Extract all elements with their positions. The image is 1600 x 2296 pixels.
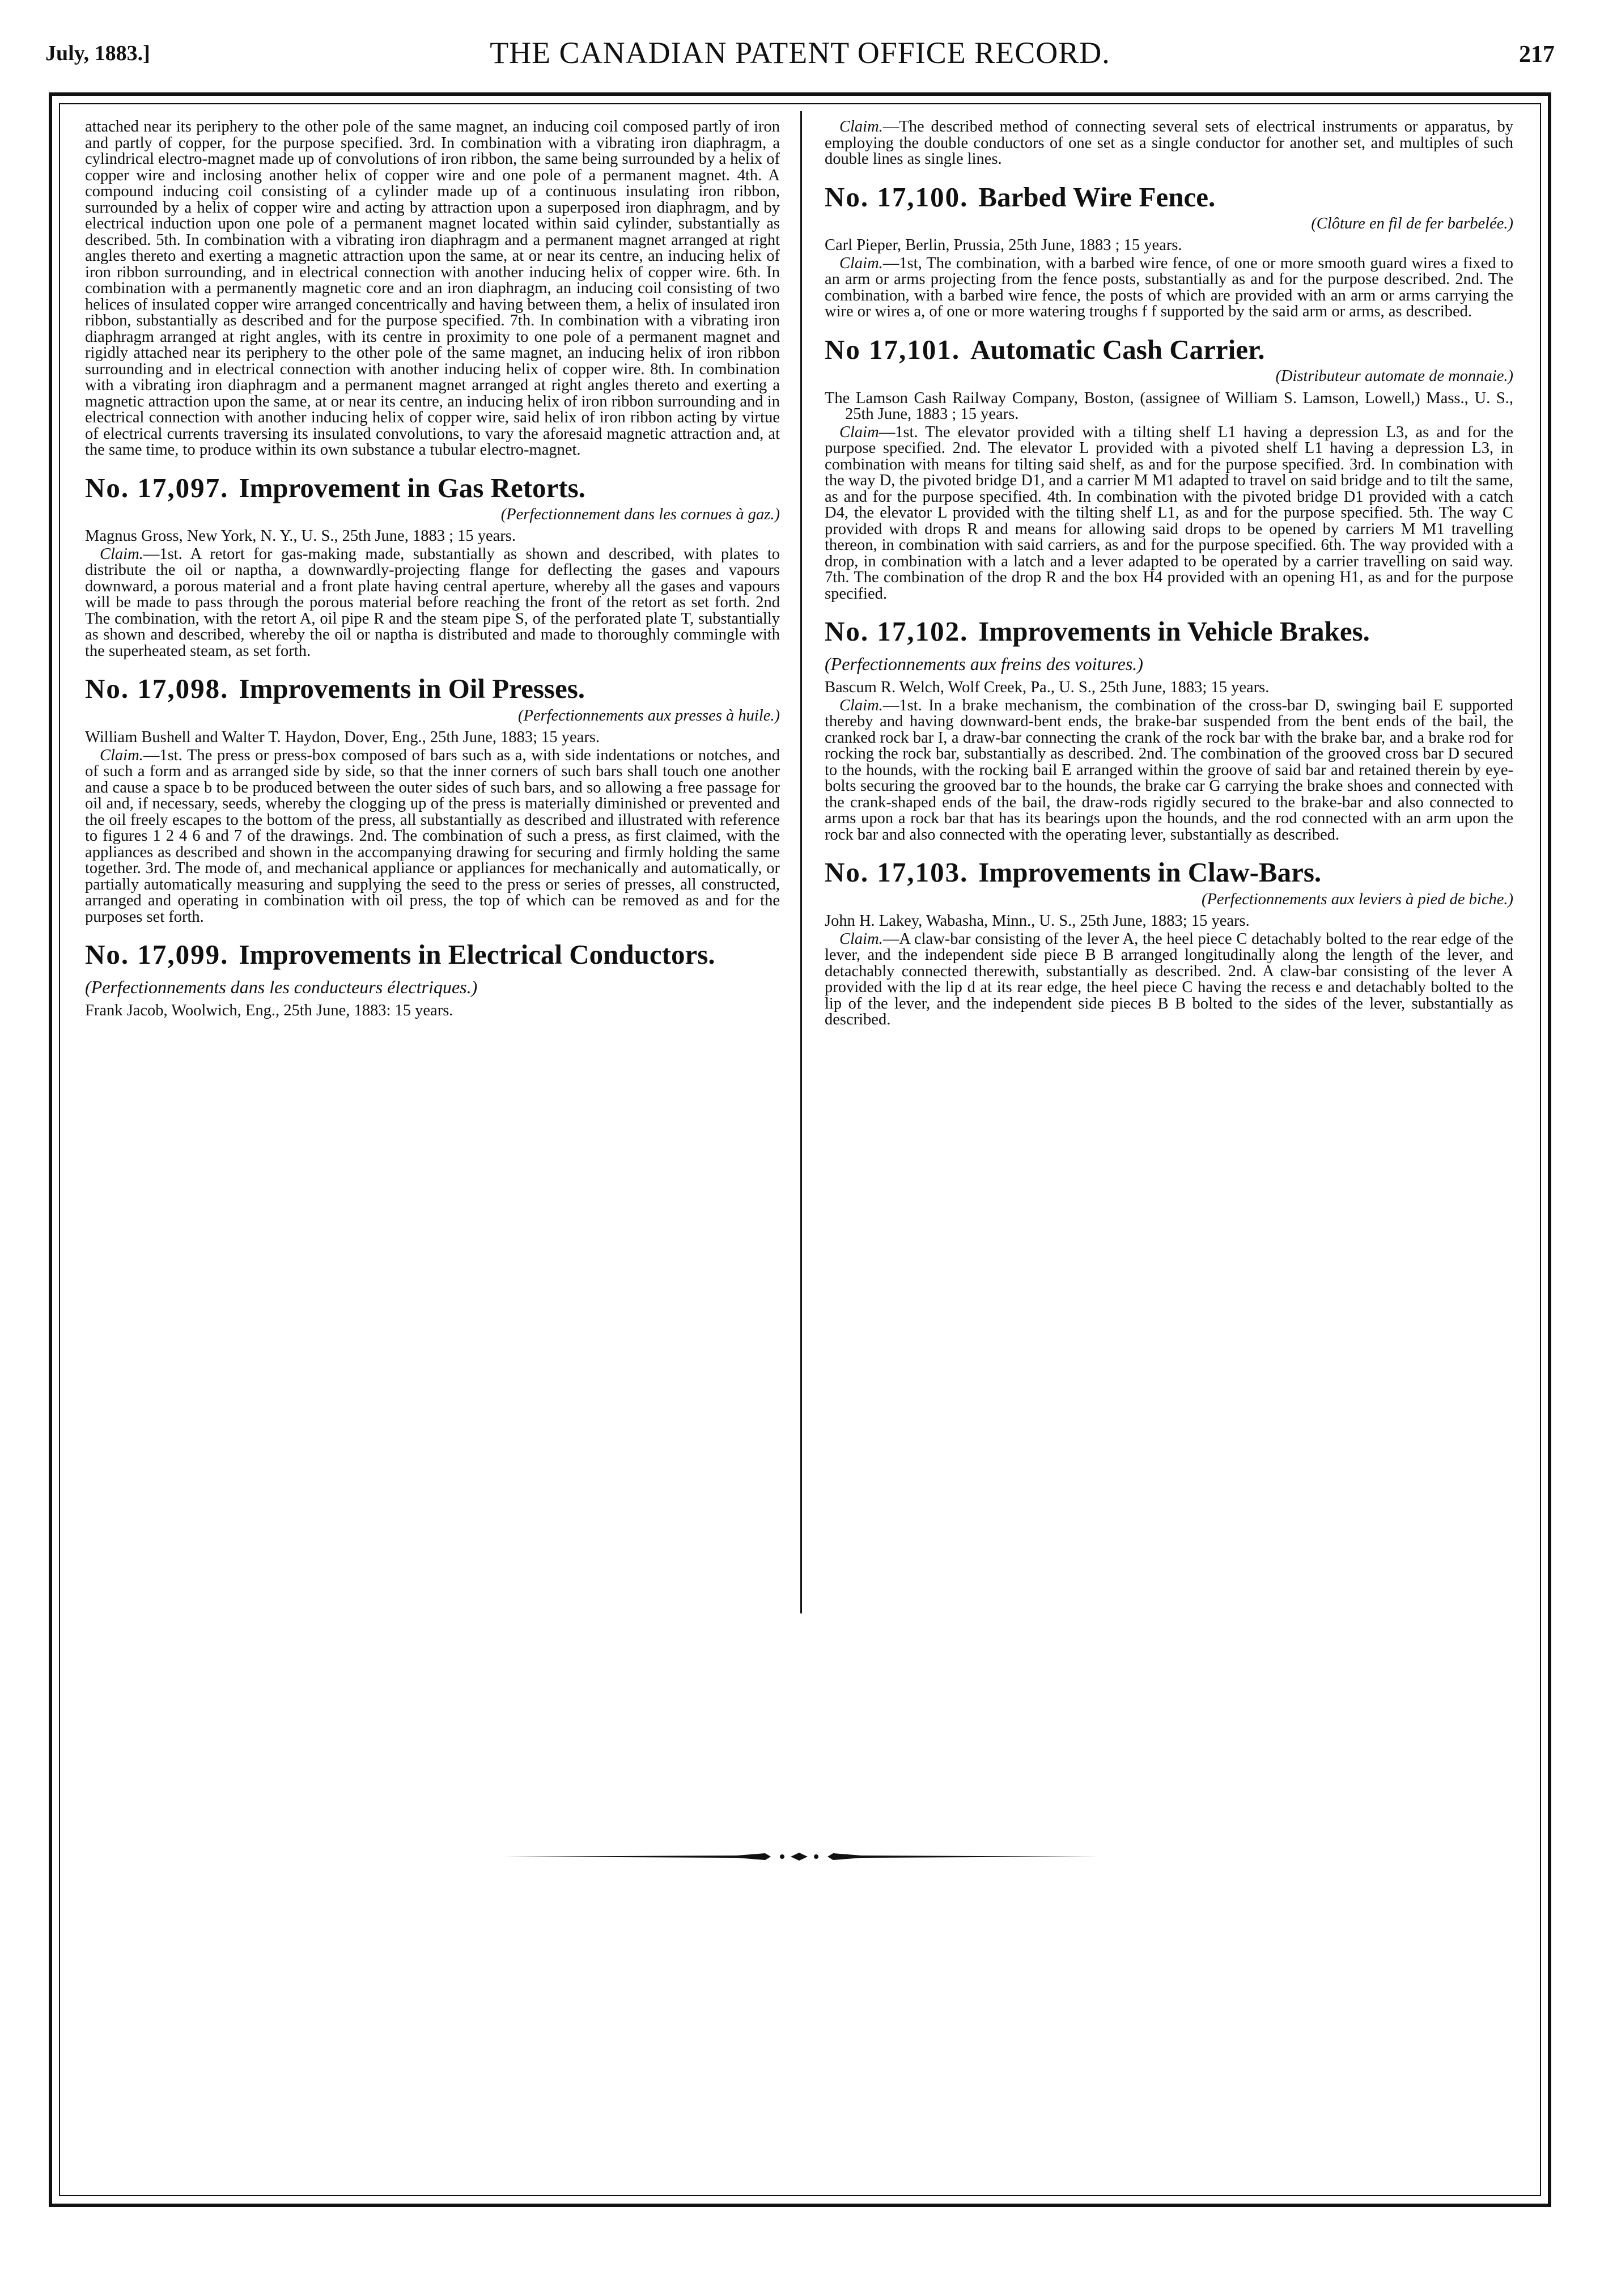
page-number: 217 [1519, 41, 1555, 67]
claim-label: Claim. [839, 118, 883, 135]
issue-date: July, 1883.] [45, 41, 150, 65]
patent-number: No. 17,099. [85, 939, 229, 971]
claim-label: Claim. [839, 254, 883, 272]
patent-entry [825, 617, 1513, 843]
patent-number: No 17,101. [825, 333, 961, 365]
patent-entry [85, 674, 780, 925]
claim-text: —A claw-bar consisting of the lever A, the heel piece C detachably bolted to the rear edge of the lever, and the independent side piece B B arranged longitudinally along the length of the lever, and detachably connected therewith, substantially as described. 2nd. A claw-bar consisting of the lever A provided with the lip d at its rear edge, the heel piece C having the recess e and detachably bolted to the lip of the lever, and the independent side pieces B B bolted to the sides of the lever, substantially as described. [825, 930, 1513, 1029]
claim-paragraph [825, 256, 1513, 320]
patentee-line: Magnus Gross, New York, N. Y., U. S., 25th June, 1883 ; 15 years. [85, 527, 516, 545]
patent-title: Improvements in Vehicle Brakes. [978, 616, 1370, 647]
claim-label: Claim. [100, 746, 143, 764]
patent-title: Improvements in Electrical Conductors. [239, 939, 715, 971]
patentee-line: Carl Pieper, Berlin, Prussia, 25th June, 1883 ; 15 years. [825, 236, 1182, 255]
patentee-line: William Bushell and Walter T. Haydon, Dover, Eng., 25th June, 1883; 15 years. [85, 728, 600, 747]
left-column [85, 119, 780, 1021]
patentee-line: John H. Lakey, Wabasha, Minn., U. S., 25th June, 1883; 15 years. [825, 912, 1250, 930]
patent-entry [825, 183, 1513, 320]
patent-title: Improvements in Oil Presses. [239, 673, 585, 705]
patent-title: Barbed Wire Fence. [978, 181, 1216, 213]
patent-title: Improvements in Claw-Bars. [978, 857, 1322, 888]
patent-number: No. 17,102. [825, 616, 969, 647]
patentee-line: The Lamson Cash Railway Company, Boston, (assignee of William S. Lamson, Lowell,) Mass., U. S., 25th June, 1883 ; 15 years. [825, 389, 1513, 423]
patent-title: Automatic Cash Carrier. [970, 333, 1265, 365]
french-title: (Perfectionnements dans les conducteurs électriques.) [85, 976, 478, 997]
patent-entry [85, 940, 780, 1019]
claim-text: —1st, The combination, with a barbed wire fence, of one or more smooth guard wires a fixed to an arm or arms projecting from the fence posts, substantially as and for the purpose described. 2nd. The combination, with a barbed wire fence, the posts of which are provided with an arm or arms carrying the wire or wires a, of one or more watering troughs f f supported by the said arm or arms, as described. [825, 254, 1513, 321]
french-title: (Perfectionnements aux freins des voitures.) [825, 653, 1143, 674]
patent-heading [85, 940, 780, 998]
claim-label: Claim [839, 423, 879, 441]
claim-paragraph [825, 425, 1513, 603]
claim-text: —1st. The press or press-box composed of bars such as a, with side indentations or notches, and of such a form and as arranged side by side, so that the inner corners of such bars shall touch one another and cause a space b to be produced between the outer sides of such bars, and so allowing a free passage for oil and, if necessary, seeds, whereby the clogging up of the press is materially diminished or prevented and the oil freely escapes to the bottom of the press, all substantially as described and illustrated with reference to figures 1 2 4 6 and 7 of the drawings. 2nd. The combination of such a press, as first claimed, with the appliances as described and shown in the accompanying drawing for securing and firmly holding the same together. 3rd. The mode of, and mechanical appliance or appliances for mechanically and automatically, or partially automatically measuring and supplying the seed to the press or series of presses, all constructed, arranged and operating in combination with oil press, the top of which can be removed as and for the purposes set forth. [85, 746, 780, 926]
claim-text: —The described method of connecting several sets of electrical instruments or apparatus, by employing the double conductors of one set as a single conductor for another set, and multiples of such double lines as single lines. [825, 118, 1513, 168]
patent-number: No. 17,097. [85, 472, 229, 503]
patent-entry [85, 473, 780, 660]
ornamental-rule-icon [499, 1851, 1100, 1862]
publication-title: THE CANADIAN PATENT OFFICE RECORD. [490, 36, 1110, 70]
french-title: (Clôture en fil de fer barbelée.) [1311, 214, 1513, 232]
continuation-paragraph: attached near its periphery to the other pole of the same magnet, an inducing coil composed partly of iron and partly of copper, for the purpose specified. 3rd. In combination with a vibrating iron diaphragm, a cylindrical electro-magnet made up of convolutions of iron ribbon, the same being surrounded by a helix of copper wire and inclosing another helix of copper wire and one pole of a permanent magnet. 4th. A compound inducing coil consisting of a cylinder made up of a continuous insulating iron ribbon, surrounded by a helix of copper wire and acting by attraction upon a superposed iron diaphragm, and by electrical induction upon one pole of a permanent magnet located within said cylinder, substantially as described. 5th. In combination with a vibrating iron diaphragm and a permanent magnet arranged at right angles thereto and exerting a magnetic attraction upon the same, at or near its centre, an inducing helix of iron ribbon surrounding, and in electrical connection with another inducing helix of copper wire. 6th. In combination with a permanently magnetic core and an iron diaphragm, an inducing coil consisting of two helices of insulated copper wire arranged concentrically and having between them, a helix of insulated iron ribbon, substantially as described and for the purpose specified. 7th. In combination with a vibrating iron diaphragm arranged at right angles, with its centre in proximity to one pole of a permanent magnet and rigidly attached near its periphery to the other pole of the same magnet, an inducing helix of iron ribbon surrounding and in electrical connection with another inducing helix of copper wire. 8th. In combination with a vibrating iron diaphragm and a permanent magnet arranged at right angles thereto and exerting a magnetic attraction upon the same, at or near its centre, an inducing helix of iron ribbon surrounding and in electrical connection with another inducing helix of copper wire, said helix of iron ribbon acting by virtue of electrical currents traversing its insulated convolutions, to vary the aforesaid magnetic attraction and, at the same time, to produce within its own substance a tubular electro-magnet. [85, 118, 780, 459]
claim-text: —1st. The elevator provided with a tilting shelf L1 having a depression L3, as and for the purpose specified. 2nd. The elevator L provided with a pivoted shelf L1 having a depression L3, in combination with means for tilting said shelf, as and for the purpose specified. 3rd. In combination with the way D, the pivoted bridge D1, and a carrier M M1 adapted to travel on said bridge and to tilt the same, as and for the purpose specified. 4th. In combination with the pivoted bridge D1 provided with a catch D4, the elevator L provided with the tilting shelf L1, as and for the purpose specified. 5th. The way C provided with drops R and means for allowing said drops to be opened by carriers M M1 travelling thereon, in combination with said carriers, as and for the purpose specified. 6th. The way provided with a drop, in combination with a latch and a lever adapted to be operated by a carrier travelling on said way. 7th. The combination of the drop R and the box H4 provided with an opening H1, as and for the purpose specified. [825, 423, 1513, 603]
claim-paragraph [825, 931, 1513, 1028]
patent-number: No. 17,100. [825, 181, 969, 213]
claim-label: Claim. [839, 930, 883, 948]
patent-entry [825, 858, 1513, 1028]
patent-number: No. 17,103. [825, 857, 969, 888]
patent-heading [825, 335, 1513, 364]
claim-label: Claim. [100, 545, 143, 563]
patent-heading [825, 617, 1513, 675]
french-title: (Perfectionnements aux presses à huile.) [518, 706, 780, 725]
running-header [45, 35, 1555, 81]
patent-heading [825, 183, 1513, 211]
patent-entry [825, 335, 1513, 602]
patent-number: No. 17,098. [85, 673, 229, 705]
patent-heading [85, 473, 780, 502]
claim-text: —1st. In a brake mechanism, the combination of the cross-bar D, swinging bail E supported thereby and having downward-bent ends, the brake-bar suspended from the bent ends of the bail, the cranked rock bar I, a draw-bar connecting the crank of the rock bar with the brake bar, and a brake rod for rocking the rock bar, substantially as described. 2nd. The combination of the grooved cross bar D secured to the hounds, with the rocking bail E arranged within the groove of said bar and retained therein by eye-bolts securing the grooved bar to the hounds, the brake car G carrying the brake shoes and connected with the crank-shaped ends of the bail, the draw-rods rigidly secured to the brake-bar and also connected to arms upon a rock bar that has its bearings upon the hounds, and the rod connected with an arm upon the rock bar and also connected with the operating lever, substantially as described. [825, 696, 1513, 844]
french-title: (Perfectionnement dans les cornues à gaz.) [500, 505, 780, 523]
patentee-line: Bascum R. Welch, Wolf Creek, Pa., U. S., 25th June, 1883; 15 years. [825, 679, 1270, 697]
patent-title: Improvement in Gas Retorts. [239, 472, 585, 503]
french-title: (Distributeur automate de monnaie.) [1275, 367, 1513, 386]
french-title: (Perfectionnements aux leviers à pied de biche.) [1201, 890, 1513, 908]
continuation-paragraph [825, 119, 1513, 168]
claim-paragraph [85, 748, 780, 926]
patentee-line: Frank Jacob, Woolwich, Eng., 25th June, 1883: 15 years. [85, 1002, 453, 1020]
claim-label: Claim. [839, 696, 883, 714]
column-divider [800, 111, 802, 1613]
claim-paragraph [85, 547, 780, 660]
patent-heading [85, 674, 780, 703]
right-column [825, 119, 1513, 1030]
claim-paragraph [825, 698, 1513, 844]
patent-heading [825, 858, 1513, 887]
claim-text: —1st. A retort for gas-making made, substantially as shown and described, with plates to distribute the oil or naptha, a downwardly-projecting flange for deflecting the gases and vapours downward, a porous material and a front plate having central aperture, whereby all the gases and vapours will be made to pass through the porous material before reaching the front of the retort as set forth. 2nd The combination, with the retort A, oil pipe R and the steam pipe S, of the perforated plate T, substantially as shown and described, whereby the oil or naptha is distributed and made to thoroughly commingle with the superheated steam, as set forth. [85, 545, 780, 660]
